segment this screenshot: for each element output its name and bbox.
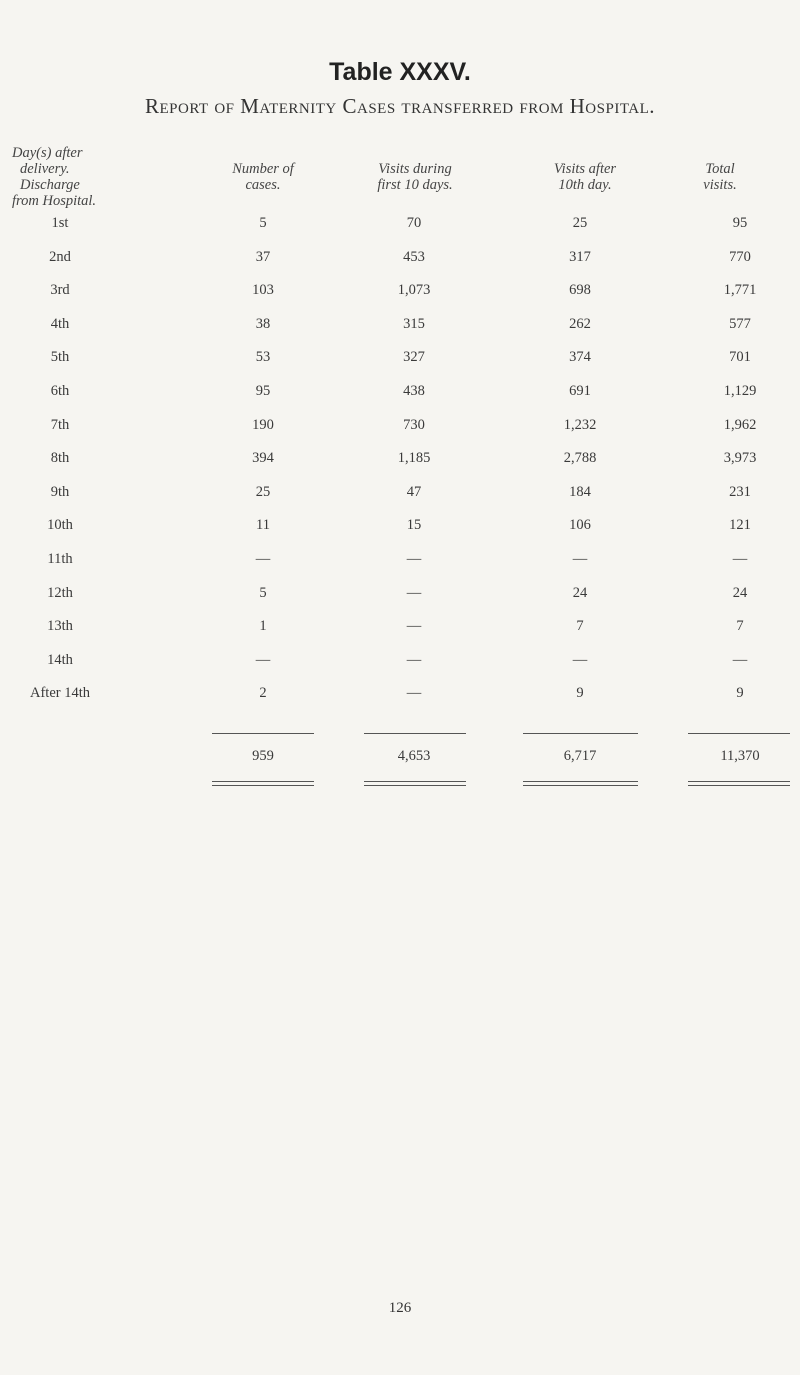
cell-first10: —	[406, 551, 422, 567]
header-number-of-cases	[198, 161, 328, 193]
page-number: 126	[388, 1300, 412, 1316]
cell-day: 6th	[50, 383, 70, 399]
cell-first10: —	[406, 651, 422, 668]
cell-after10: 2,788	[563, 450, 597, 467]
cell-after10: 691	[569, 383, 591, 399]
cell-total: 7	[736, 618, 744, 635]
header-day-line-2: delivery.	[20, 161, 70, 177]
header-visits-after-10th-day	[510, 161, 660, 193]
cell-total: —	[732, 651, 748, 668]
total-cases: 959	[252, 748, 274, 764]
total-first10: 4,653	[397, 748, 431, 764]
cell-total: 1,962	[723, 416, 757, 433]
total-visits: 11,370	[720, 748, 760, 764]
cell-after10: 7	[576, 618, 584, 635]
total-double-rule-after10	[523, 781, 638, 786]
cell-day: 12th	[47, 584, 73, 601]
cell-first10: 1,185	[397, 450, 431, 467]
subtotal-rule-after10	[523, 733, 638, 734]
cell-total: 577	[729, 315, 751, 332]
header-after10-line-2: 10th day.	[558, 177, 612, 193]
cell-first10: —	[406, 685, 422, 702]
report-heading: Report of Maternity Cases transferred from Hospital.	[144, 94, 656, 118]
cell-first10: 315	[403, 315, 425, 332]
cell-after10: 24	[572, 584, 588, 601]
cell-first10: 438	[403, 383, 425, 399]
header-first10-line-1: Visits during	[378, 161, 452, 177]
cell-total: 121	[729, 517, 751, 534]
cell-cases: 37	[255, 248, 271, 265]
totals-row	[0, 748, 800, 768]
cell-day: 13th	[47, 618, 73, 635]
cell-first10: —	[406, 618, 422, 635]
header-cases-line-2: cases.	[245, 177, 281, 193]
total-double-rule-first10	[364, 781, 466, 786]
table-row	[0, 282, 800, 302]
cell-after10: 374	[569, 349, 591, 366]
cell-day: 11th	[47, 551, 73, 567]
cell-total: 231	[729, 483, 751, 500]
cell-after10: —	[572, 651, 588, 668]
cell-day: 3rd	[50, 282, 70, 299]
header-visits-first-10-days	[330, 161, 500, 193]
cell-cases: 95	[255, 383, 271, 399]
cell-cases: 2	[259, 685, 267, 702]
cell-total: 701	[729, 349, 751, 366]
cell-cases: —	[255, 551, 271, 567]
cell-cases: —	[255, 651, 271, 668]
table-row	[0, 215, 800, 235]
cell-day: 10th	[47, 517, 73, 534]
table-row	[0, 349, 800, 369]
table-row	[0, 585, 800, 605]
cell-day: 4th	[50, 315, 70, 332]
cell-day: 5th	[50, 349, 70, 366]
cell-first10: 1,073	[397, 282, 431, 299]
cell-day: 2nd	[49, 248, 71, 265]
cell-day: 8th	[50, 450, 70, 467]
cell-day: 9th	[50, 483, 70, 500]
cell-cases: 5	[259, 215, 267, 231]
table-row	[0, 652, 800, 672]
cell-after10: 262	[569, 315, 591, 332]
table-row	[0, 417, 800, 437]
table-row	[0, 618, 800, 638]
cell-day: After 14th	[30, 685, 90, 702]
table-title: Table XXXV.	[329, 58, 471, 86]
header-cases-line-1: Number of	[232, 161, 294, 177]
cell-first10: 15	[406, 517, 422, 534]
table-row	[0, 685, 800, 705]
cell-cases: 53	[255, 349, 271, 366]
cell-first10: 70	[406, 215, 422, 231]
cell-total: 24	[732, 584, 748, 601]
header-day-line-4: from Hospital.	[12, 193, 97, 209]
table-row	[0, 383, 800, 403]
table-row	[0, 316, 800, 336]
header-total-visits	[650, 161, 790, 193]
cell-total: 9	[736, 685, 744, 702]
cell-after10: 1,232	[563, 416, 597, 433]
header-first10-line-2: first 10 days.	[377, 177, 453, 193]
cell-first10: 327	[403, 349, 425, 366]
table-row	[0, 249, 800, 269]
cell-total: 770	[729, 248, 751, 265]
cell-total: 95	[732, 215, 748, 231]
total-double-rule-total	[688, 781, 790, 786]
cell-cases: 38	[255, 315, 271, 332]
cell-cases: 11	[256, 517, 270, 534]
cell-after10: 317	[569, 248, 591, 265]
header-day-after-delivery	[12, 145, 162, 209]
cell-first10: 730	[403, 416, 425, 433]
subtotal-rule-first10	[364, 733, 466, 734]
total-double-rule-cases	[212, 781, 314, 786]
table-row	[0, 551, 800, 571]
cell-total: 1,129	[723, 383, 757, 399]
cell-first10: 453	[403, 248, 425, 265]
cell-total: —	[732, 551, 748, 567]
cell-day: 1st	[51, 215, 69, 231]
cell-cases: 25	[255, 483, 271, 500]
cell-after10: 106	[569, 517, 591, 534]
header-after10-line-1: Visits after	[553, 161, 617, 177]
table-row	[0, 517, 800, 537]
cell-total: 3,973	[723, 450, 757, 467]
cell-day: 14th	[47, 651, 73, 668]
cell-cases: 103	[252, 282, 274, 299]
table-row	[0, 450, 800, 470]
cell-cases: 5	[259, 584, 267, 601]
cell-cases: 190	[252, 416, 274, 433]
table-row	[0, 484, 800, 504]
cell-after10: 25	[572, 215, 588, 231]
cell-after10: —	[572, 551, 588, 567]
header-total-line-1: Total	[705, 161, 735, 177]
cell-first10: 47	[406, 483, 422, 500]
cell-after10: 184	[569, 483, 591, 500]
subtotal-rule-cases	[212, 733, 314, 734]
cell-total: 1,771	[723, 282, 757, 299]
cell-first10: —	[406, 584, 422, 601]
header-day-line-3: Discharge	[20, 177, 80, 193]
cell-day: 7th	[50, 416, 70, 433]
cell-cases: 394	[252, 450, 274, 467]
cell-after10: 9	[576, 685, 584, 702]
cell-cases: 1	[259, 618, 267, 635]
header-day-line-1: Day(s) after	[12, 145, 83, 161]
total-after10: 6,717	[563, 748, 597, 764]
header-total-line-2: visits.	[703, 177, 737, 193]
subtotal-rule-total	[688, 733, 790, 734]
cell-after10: 698	[569, 282, 591, 299]
